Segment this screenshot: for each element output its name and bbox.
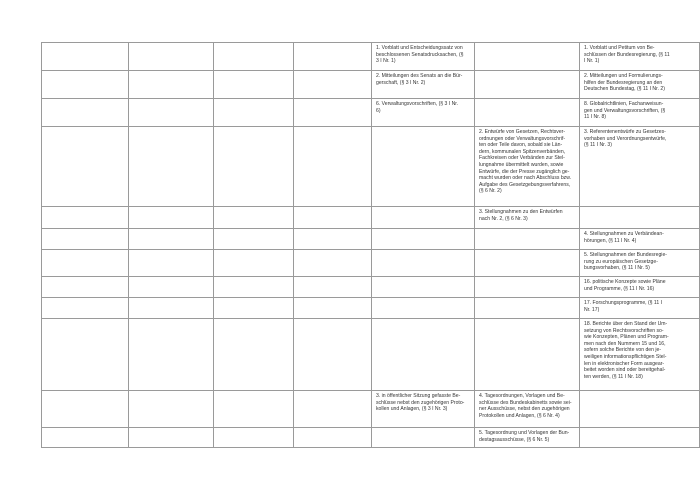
col-a-cell	[42, 229, 129, 250]
col-a-cell	[42, 71, 129, 99]
col-a-cell	[42, 207, 129, 229]
col-b-cell	[129, 277, 214, 298]
federal-law-cell	[475, 99, 580, 127]
other-law-cell	[580, 391, 700, 428]
col-c-cell	[214, 127, 294, 207]
table-row	[42, 99, 700, 127]
land-law-cell: 1. Vorblatt und Entscheidungssatz von beschlossenen Senatsdrucksachen, (§ 3 I Nr. 1)	[372, 43, 475, 71]
federal-law-cell	[475, 277, 580, 298]
table-row	[42, 250, 700, 277]
col-d-cell	[294, 207, 372, 229]
col-d-cell	[294, 277, 372, 298]
col-b-cell	[129, 43, 214, 71]
other-law-cell: 4. Stellungnahmen zu Verbändean- hörungen, (§ 11 I Nr. 4)	[580, 229, 700, 250]
col-c-cell	[214, 229, 294, 250]
col-b-cell	[129, 250, 214, 277]
col-a-cell	[42, 298, 129, 319]
other-law-cell	[580, 207, 700, 229]
table-row	[42, 428, 700, 448]
land-law-cell	[372, 277, 475, 298]
col-d-cell	[294, 99, 372, 127]
table-row	[42, 229, 700, 250]
other-law-cell: 5. Stellungnahmen der Bundesregie- rung zu europäischen Gesetzge- bungsvorhaben, (§ 11 I Nr. 5)	[580, 250, 700, 277]
land-law-cell	[372, 250, 475, 277]
col-c-cell	[214, 250, 294, 277]
col-b-cell	[129, 207, 214, 229]
other-law-cell: 18. Berichte über den Stand der Um- setzung von Rechtsvorschriften so- wie Konzepten, Plänen und Program- men nach den Nummern 15 und 16, sofern solche Berichte von den je- weiligen informationspflichtigen Stel- len in elektronischer Form ausgear- beitet worden sind oder bereitgehal- ten werden, (§ 11 I Nr. 18)	[580, 319, 700, 391]
col-d-cell	[294, 298, 372, 319]
other-law-cell: 8. Globalrichtlinien, Fachanweisun- gen und Verwaltungsvorschriften, (§ 11 I Nr. 8)	[580, 99, 700, 127]
col-a-cell	[42, 428, 129, 448]
col-d-cell	[294, 319, 372, 391]
other-law-cell: 17. Forschungsprogramme, (§ 11 I Nr. 17)	[580, 298, 700, 319]
table-row	[42, 277, 700, 298]
col-c-cell	[214, 43, 294, 71]
other-law-cell: 16. politische Konzepte sowie Pläne und Programme, (§ 11 I Nr. 16)	[580, 277, 700, 298]
table-row	[42, 207, 700, 229]
col-c-cell	[214, 99, 294, 127]
federal-law-cell: 2. Entwürfe von Gesetzen, Rechtsver- ordnungen oder Verwaltungsvorschrif- ten oder Teile davon, sobald sie Län- dern, kommunalen Spitzenverbänden, Fachkreisen oder Verbänden zur Stel- lungnahme übermittelt wurden, sowie Entwürfe, die der Presse zugänglich ge- macht wurden oder nach Abschluss bzw. Aufgabe des Gesetzgebungsverfahrens, (§ 6 Nr. 2)	[475, 127, 580, 207]
col-c-cell	[214, 298, 294, 319]
col-c-cell	[214, 319, 294, 391]
col-d-cell	[294, 428, 372, 448]
col-c-cell	[214, 71, 294, 99]
col-c-cell	[214, 277, 294, 298]
col-a-cell	[42, 43, 129, 71]
col-b-cell	[129, 127, 214, 207]
land-law-cell	[372, 428, 475, 448]
other-law-cell: 2. Mitteilungen und Formulierungs- hilfen der Bundesregierung an den Deutschen Bundestag, (§ 11 I Nr. 2)	[580, 71, 700, 99]
comparison-table	[41, 42, 700, 448]
col-c-cell	[214, 391, 294, 428]
col-a-cell	[42, 319, 129, 391]
table-row	[42, 319, 700, 391]
col-d-cell	[294, 250, 372, 277]
federal-law-cell: 5. Tagesordnung und Vorlagen der Bun- destagsausschüsse, (§ 6 Nr. 5)	[475, 428, 580, 448]
federal-law-cell: 4. Tagesordnungen, Vorlagen und Be- schlüsse des Bundeskabinetts sowie sei- ner Ausschüsse, nebst den zugehörigen Protokollen und Anlagen, (§ 6 Nr. 4)	[475, 391, 580, 428]
col-a-cell	[42, 99, 129, 127]
col-b-cell	[129, 391, 214, 428]
col-d-cell	[294, 229, 372, 250]
col-d-cell	[294, 391, 372, 428]
federal-law-cell	[475, 298, 580, 319]
col-d-cell	[294, 43, 372, 71]
land-law-cell	[372, 127, 475, 207]
col-c-cell	[214, 207, 294, 229]
col-b-cell	[129, 99, 214, 127]
land-law-cell	[372, 319, 475, 391]
other-law-cell: 3. Referentenentwürfe zu Gesetzes- vorhaben und Verordnungsentwürfe, (§ 11 I Nr. 3)	[580, 127, 700, 207]
federal-law-cell	[475, 319, 580, 391]
land-law-cell: 3. in öffentlicher Sitzung gefasste Be- schlüsse nebst den zugehörigen Proto- kollen und Anlagen, (§ 3 I Nr. 3)	[372, 391, 475, 428]
other-law-cell: 1. Vorblatt und Petitum von Be- schlüssen der Bundesregierung, (§ 11 I Nr. 1)	[580, 43, 700, 71]
col-b-cell	[129, 428, 214, 448]
federal-law-cell: 3. Stellungnahmen zu den Entwürfen nach Nr. 2, (§ 6 Nr. 3)	[475, 207, 580, 229]
col-a-cell	[42, 127, 129, 207]
federal-law-cell	[475, 43, 580, 71]
federal-law-cell	[475, 71, 580, 99]
col-a-cell	[42, 250, 129, 277]
land-law-cell	[372, 298, 475, 319]
table-row	[42, 43, 700, 71]
other-law-cell	[580, 428, 700, 448]
col-b-cell	[129, 229, 214, 250]
land-law-cell: 2. Mitteilungen des Senats an die Bür- gerschaft, (§ 3 I Nr. 2)	[372, 71, 475, 99]
land-law-cell	[372, 229, 475, 250]
col-d-cell	[294, 71, 372, 99]
table-row	[42, 127, 700, 207]
federal-law-cell	[475, 229, 580, 250]
table-row	[42, 298, 700, 319]
col-d-cell	[294, 127, 372, 207]
col-b-cell	[129, 298, 214, 319]
col-c-cell	[214, 428, 294, 448]
table-row	[42, 71, 700, 99]
col-b-cell	[129, 319, 214, 391]
col-a-cell	[42, 277, 129, 298]
comparison-table-body	[42, 43, 700, 448]
land-law-cell: 6. Verwaltungsvorschriften, (§ 3 I Nr. 6)	[372, 99, 475, 127]
table-row	[42, 391, 700, 428]
land-law-cell	[372, 207, 475, 229]
col-b-cell	[129, 71, 214, 99]
federal-law-cell	[475, 250, 580, 277]
col-a-cell	[42, 391, 129, 428]
